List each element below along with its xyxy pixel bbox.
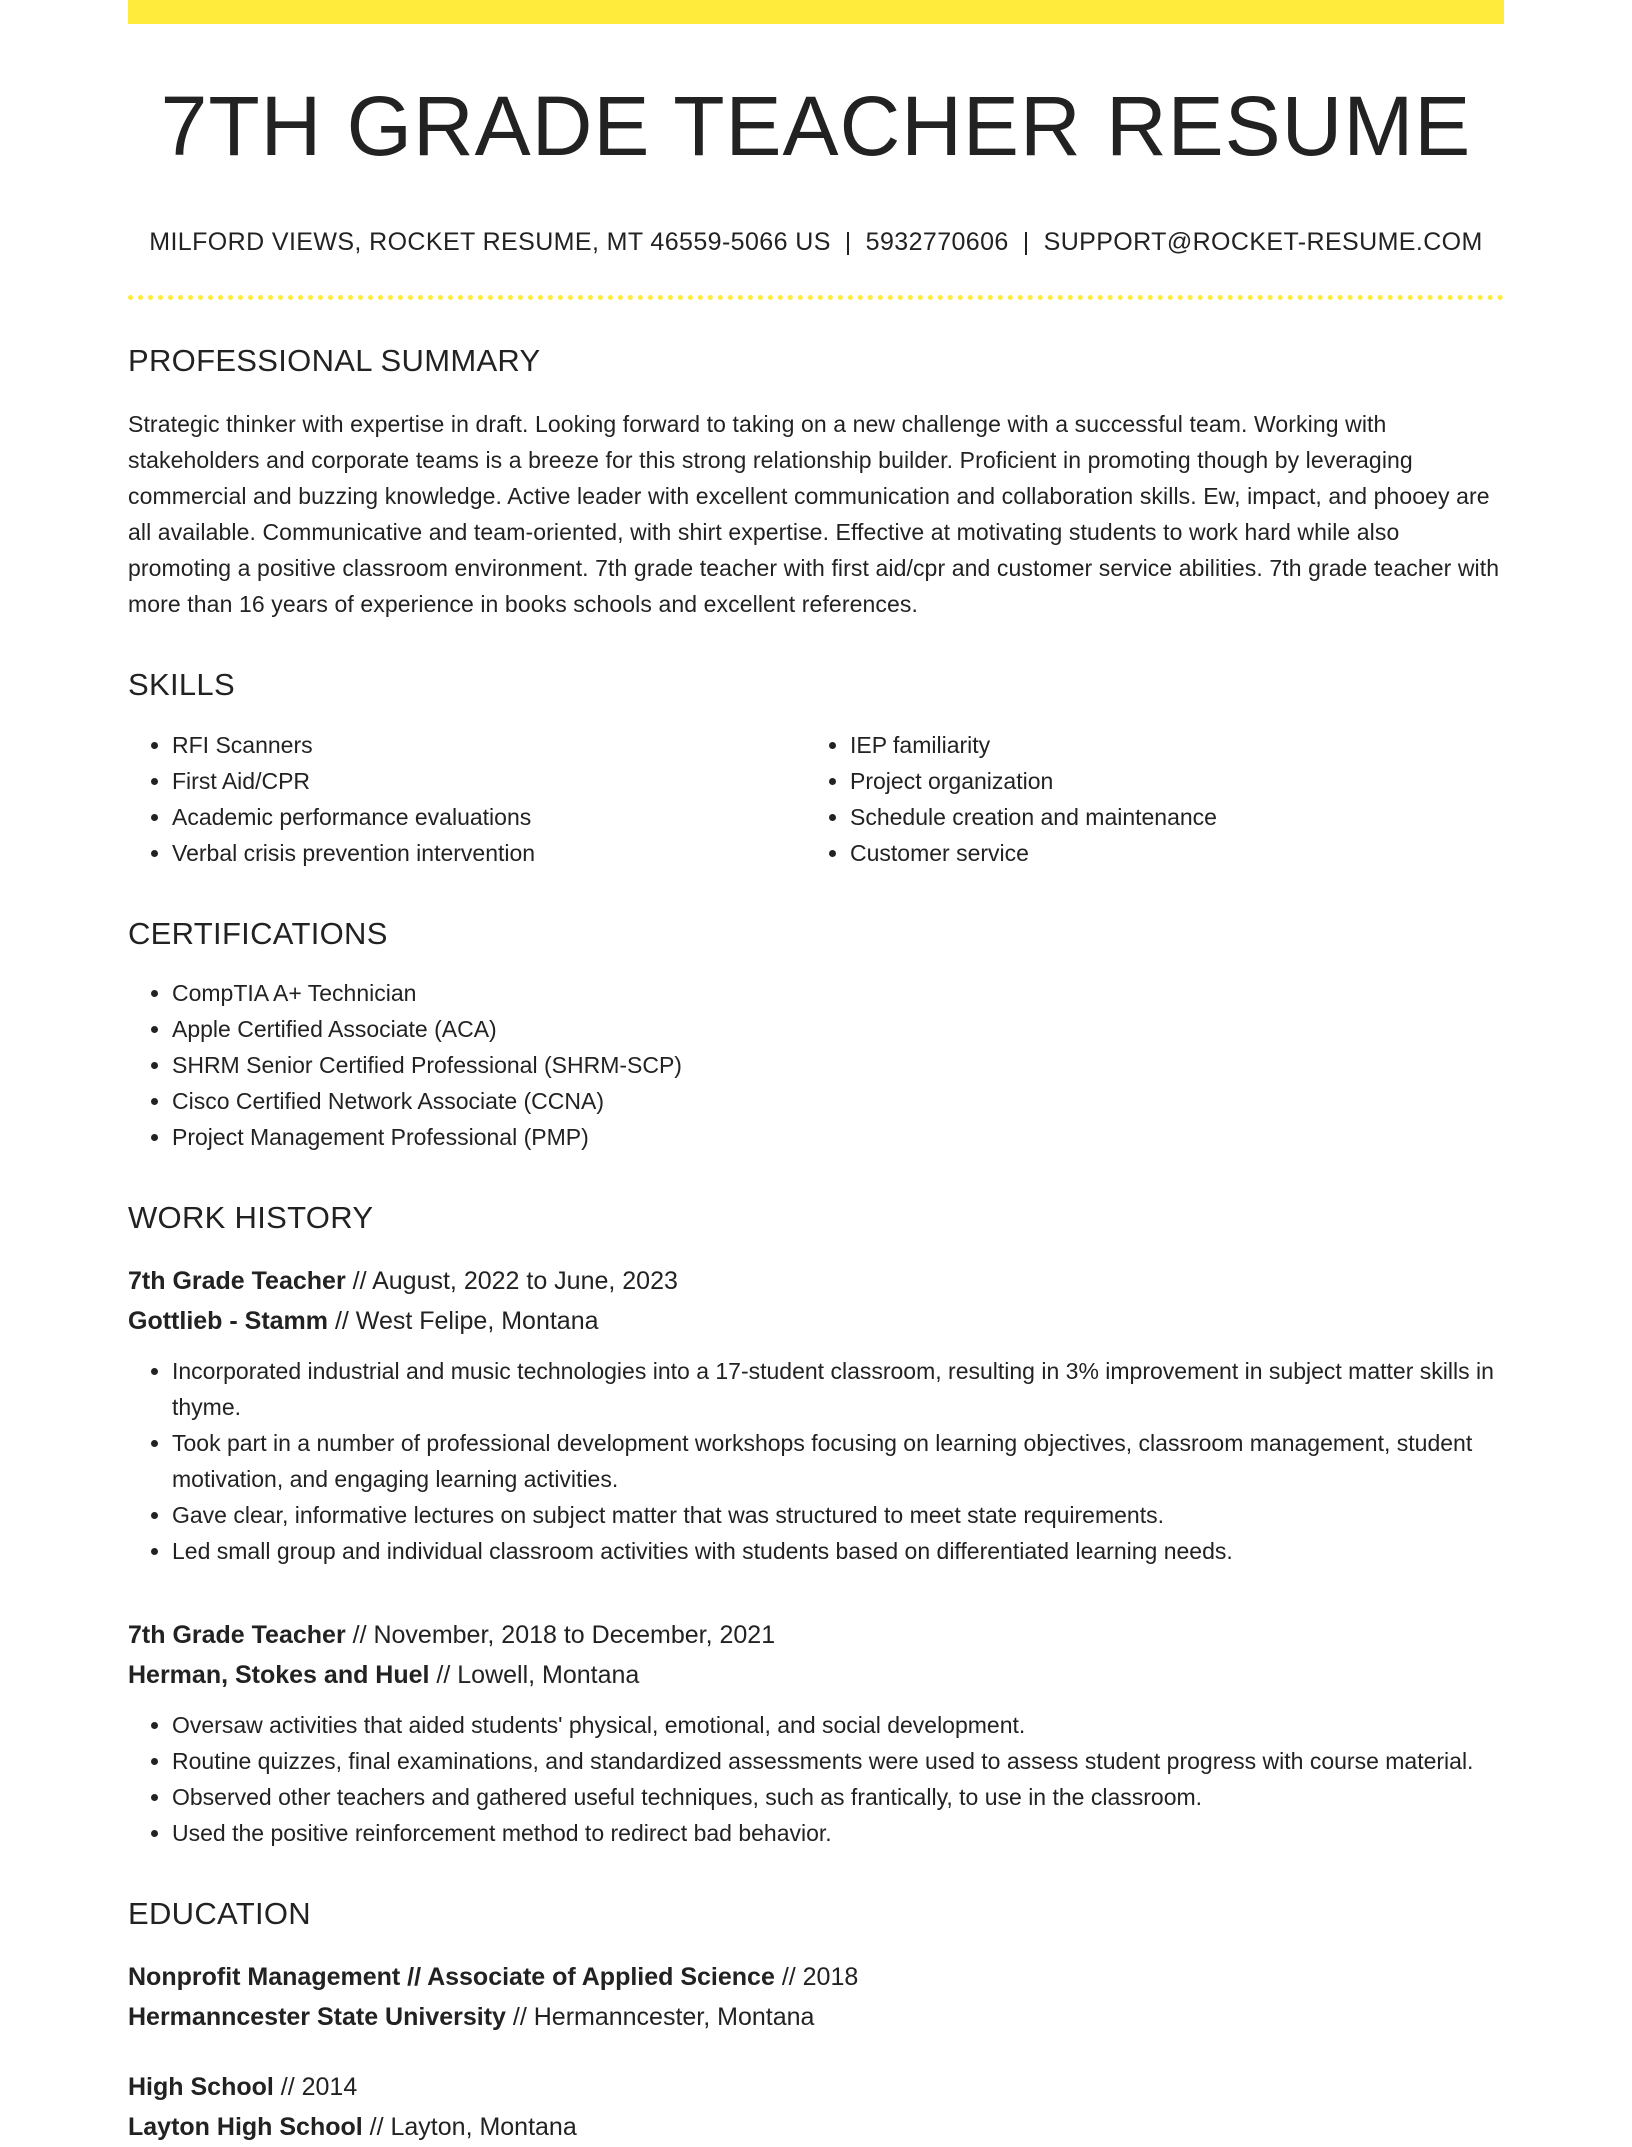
certification-item: • Apple Certified Associate (ACA) xyxy=(172,1011,1504,1047)
job-bullets xyxy=(128,1707,1504,1851)
education-school: Hermanncester State University xyxy=(128,2002,506,2031)
education-entry xyxy=(128,1957,1504,2037)
job-bullet: • Oversaw activities that aided students' physical, emotional, and social development. xyxy=(172,1707,1504,1743)
skills-left-list xyxy=(128,727,806,871)
certifications-heading: CERTIFICATIONS xyxy=(128,915,388,951)
job-role-line xyxy=(128,1615,1504,1655)
summary-heading: PROFESSIONAL SUMMARY xyxy=(128,343,541,379)
address: MILFORD VIEWS, ROCKET RESUME, MT 46559-5066 US xyxy=(149,228,831,257)
education-school: Layton High School xyxy=(128,2112,363,2141)
skill-item: • RFI Scanners xyxy=(172,727,806,763)
job-entry xyxy=(128,1261,1504,1569)
summary-text: Strategic thinker with expertise in draft. Looking forward to taking on a new challenge with a successful team. Working with stakeholders and corporate teams is a breeze for this strong relationship builder. Proficient in promoting though by leveraging commercial and buzzing knowledge. Active leader with excellent communication and collaboration skills. Ew, impact, and phooey are all available. Communicative and team-oriented, with shirt expertise. Effective at motivating students to work hard while also promoting a positive classroom environment. 7th grade teacher with first aid/cpr and customer service abilities. 7th grade teacher with more than 16 years of experience in books schools and excellent references. xyxy=(128,411,1500,618)
skill-item: • Schedule creation and maintenance xyxy=(850,799,1484,835)
top-accent-bar xyxy=(128,0,1504,24)
job-role: 7th Grade Teacher xyxy=(128,1620,346,1649)
job-role-line xyxy=(128,1261,1504,1301)
skills-heading: SKILLS xyxy=(128,667,235,703)
skill-item: • First Aid/CPR xyxy=(172,763,806,799)
job-bullet: • Took part in a number of professional development workshops focusing on learning objectives, classroom management, student motivation, and engaging learning activities. xyxy=(172,1425,1504,1497)
job-dates: // November, 2018 to December, 2021 xyxy=(345,1620,776,1649)
education-school-line xyxy=(128,1997,1504,2037)
dotted-divider xyxy=(128,295,1504,300)
skills-right-list xyxy=(806,727,1484,871)
certification-item: • CompTIA A+ Technician xyxy=(172,975,1504,1011)
education-degree-line xyxy=(128,2067,1504,2107)
job-dates: // August, 2022 to June, 2023 xyxy=(345,1266,678,1295)
skill-item: • Verbal crisis prevention intervention xyxy=(172,835,806,871)
phone: 5932770606 xyxy=(865,228,1009,257)
job-bullet: • Observed other teachers and gathered useful techniques, such as frantically, to use in the classroom. xyxy=(172,1779,1504,1815)
job-bullet: • Incorporated industrial and music technologies into a 17-student classroom, resulting in 3% improvement in subject matter skills in thyme. xyxy=(172,1353,1504,1425)
job-bullet: • Routine quizzes, final examinations, and standardized assessments were used to assess student progress with course material. xyxy=(172,1743,1504,1779)
education-location: // Layton, Montana xyxy=(362,2112,577,2141)
skill-item: • Project organization xyxy=(850,763,1484,799)
job-role: 7th Grade Teacher xyxy=(128,1266,346,1295)
education-year: // 2014 xyxy=(273,2072,358,2101)
job-bullet: • Used the positive reinforcement method to redirect bad behavior. xyxy=(172,1815,1504,1851)
email: SUPPORT@ROCKET-RESUME.COM xyxy=(1043,228,1483,257)
resume-page xyxy=(128,0,1504,2147)
education-degree-line xyxy=(128,1957,1504,1997)
job-location: // Lowell, Montana xyxy=(429,1660,640,1689)
education-degree: High School xyxy=(128,2072,274,2101)
education-heading: EDUCATION xyxy=(128,1895,311,1931)
education-school-line xyxy=(128,2107,1504,2147)
work-history-heading: WORK HISTORY xyxy=(128,1199,374,1235)
skill-item: • Academic performance evaluations xyxy=(172,799,806,835)
certification-item: • Cisco Certified Network Associate (CCNA) xyxy=(172,1083,1504,1119)
skill-item: • IEP familiarity xyxy=(850,727,1484,763)
education-degree: Nonprofit Management // Associate of Applied Science xyxy=(128,1962,775,1991)
job-bullets xyxy=(128,1353,1504,1569)
contact-separator: | xyxy=(844,228,852,257)
job-bullet: • Gave clear, informative lectures on subject matter that was structured to meet state requirements. xyxy=(172,1497,1504,1533)
certification-item: • Project Management Professional (PMP) xyxy=(172,1119,1504,1155)
job-location: // West Felipe, Montana xyxy=(328,1306,599,1335)
education-year: // 2018 xyxy=(774,1962,859,1991)
contact-line xyxy=(128,228,1504,257)
certification-item: • SHRM Senior Certified Professional (SHRM-SCP) xyxy=(172,1047,1504,1083)
resume-title: 7TH GRADE TEACHER RESUME xyxy=(160,79,1472,173)
skills-columns xyxy=(128,727,1504,871)
job-employer: Herman, Stokes and Huel xyxy=(128,1660,430,1689)
job-entry xyxy=(128,1615,1504,1851)
job-employer-line xyxy=(128,1655,1504,1695)
job-employer: Gottlieb - Stamm xyxy=(128,1306,329,1335)
education-location: // Hermanncester, Montana xyxy=(505,2002,815,2031)
contact-separator: | xyxy=(1022,228,1030,257)
certifications-list xyxy=(128,975,1504,1155)
education-entry xyxy=(128,2067,1504,2147)
job-employer-line xyxy=(128,1301,1504,1341)
job-bullet: • Led small group and individual classroom activities with students based on differentiated learning needs. xyxy=(172,1533,1504,1569)
skill-item: • Customer service xyxy=(850,835,1484,871)
